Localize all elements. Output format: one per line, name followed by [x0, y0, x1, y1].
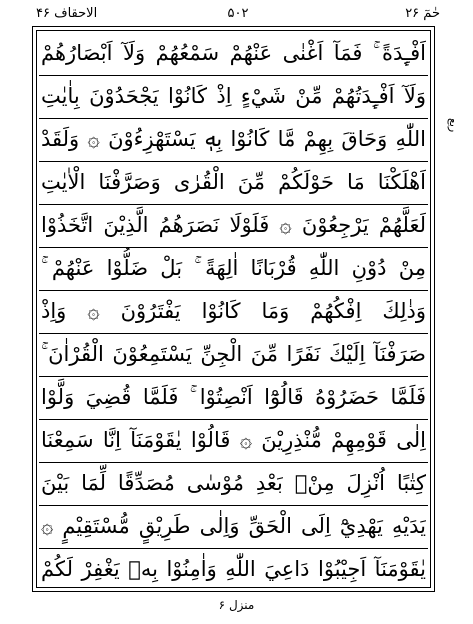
page-number: ۵۰۲ — [227, 6, 249, 21]
text-line-13: يٰقَوْمَنَآ اَجِيْبُوْا دَاعِيَ اللّٰهِ وَاٰمِنُوْا بِهٖ يَغْفِرْ لَكُمْ — [41, 557, 426, 581]
text-line-1: اَفْـِٕدَةً ۚ فَمَآ اَغْنٰى عَنْهُمْ سَمْعُهُمْ وَلَآ اَبْصَارُهُمْ — [41, 41, 426, 65]
page-header — [36, 4, 440, 26]
text-line-4: اَهْلَكْنَا مَا حَوْلَكُمْ مِّنَ الْقُرٰى وَصَرَّفْنَا الْاٰيٰتِ — [41, 170, 426, 194]
text-line-8: صَرَفْنَآ اِلَيْكَ نَفَرًا مِّنَ الْجِنِّ يَسْتَمِعُوْنَ الْقُرْاٰنَ ۚ — [41, 342, 426, 366]
text-line-9: فَلَمَّا حَضَرُوْهُ قَالُوْٓا اَنْصِتُوْا ۚ فَلَمَّا قُضِيَ وَلَّوْا — [41, 385, 426, 409]
text-line-2: وَلَآ اَفْـِٕدَتُهُمْ مِّنْ شَيْءٍ اِذْ كَانُوْا يَجْحَدُوْنَ بِاٰيٰتِ — [41, 84, 426, 108]
text-line-5: لَعَلَّهُمْ يَرْجِعُوْنَ ۞ فَلَوْلَا نَصَرَهُمُ الَّذِيْنَ اتَّخَذُوْا — [41, 213, 426, 237]
page-footer: منزل ۶ — [218, 598, 255, 612]
margin-note: ربع — [447, 118, 460, 133]
text-line-12: يَدَيْهِ يَهْدِيْٓ اِلَى الْحَقِّ وَاِلٰى طَرِيْقٍ مُّسْتَقِيْمٍ ۞ — [41, 514, 426, 538]
text-line-10: اِلٰى قَوْمِهِمْ مُّنْذِرِيْنَ ۞ قَالُوْا يٰقَوْمَنَآ اِنَّا سَمِعْنَا — [41, 428, 426, 452]
text-line-11: كِتٰبًا اُنْزِلَ مِنْۢ بَعْدِ مُوْسٰى مُصَدِّقًا لِّمَا بَيْنَ — [41, 471, 426, 495]
text-line-7: وَذٰلِكَ اِفْكُهُمْ وَمَا كَانُوْا يَفْتَرُوْنَ ۞ وَاِذْ — [41, 299, 426, 323]
surah-name-header: الاحقاف ۴۶ — [36, 6, 98, 21]
juz-name-header: حٰمٓ ۲۶ — [405, 6, 440, 21]
text-line-6: مِنْ دُوْنِ اللّٰهِ قُرْبَانًا اٰلِهَةً ۚ بَلْ ضَلُّوْا عَنْهُمْ ۚ — [41, 256, 426, 280]
page-frame — [32, 26, 435, 592]
text-line-3: اللّٰهِ وَحَاقَ بِهِمْ مَّا كَانُوْا بِهٖ يَسْتَهْزِءُوْنَ ۞ وَلَقَدْ — [41, 127, 426, 151]
